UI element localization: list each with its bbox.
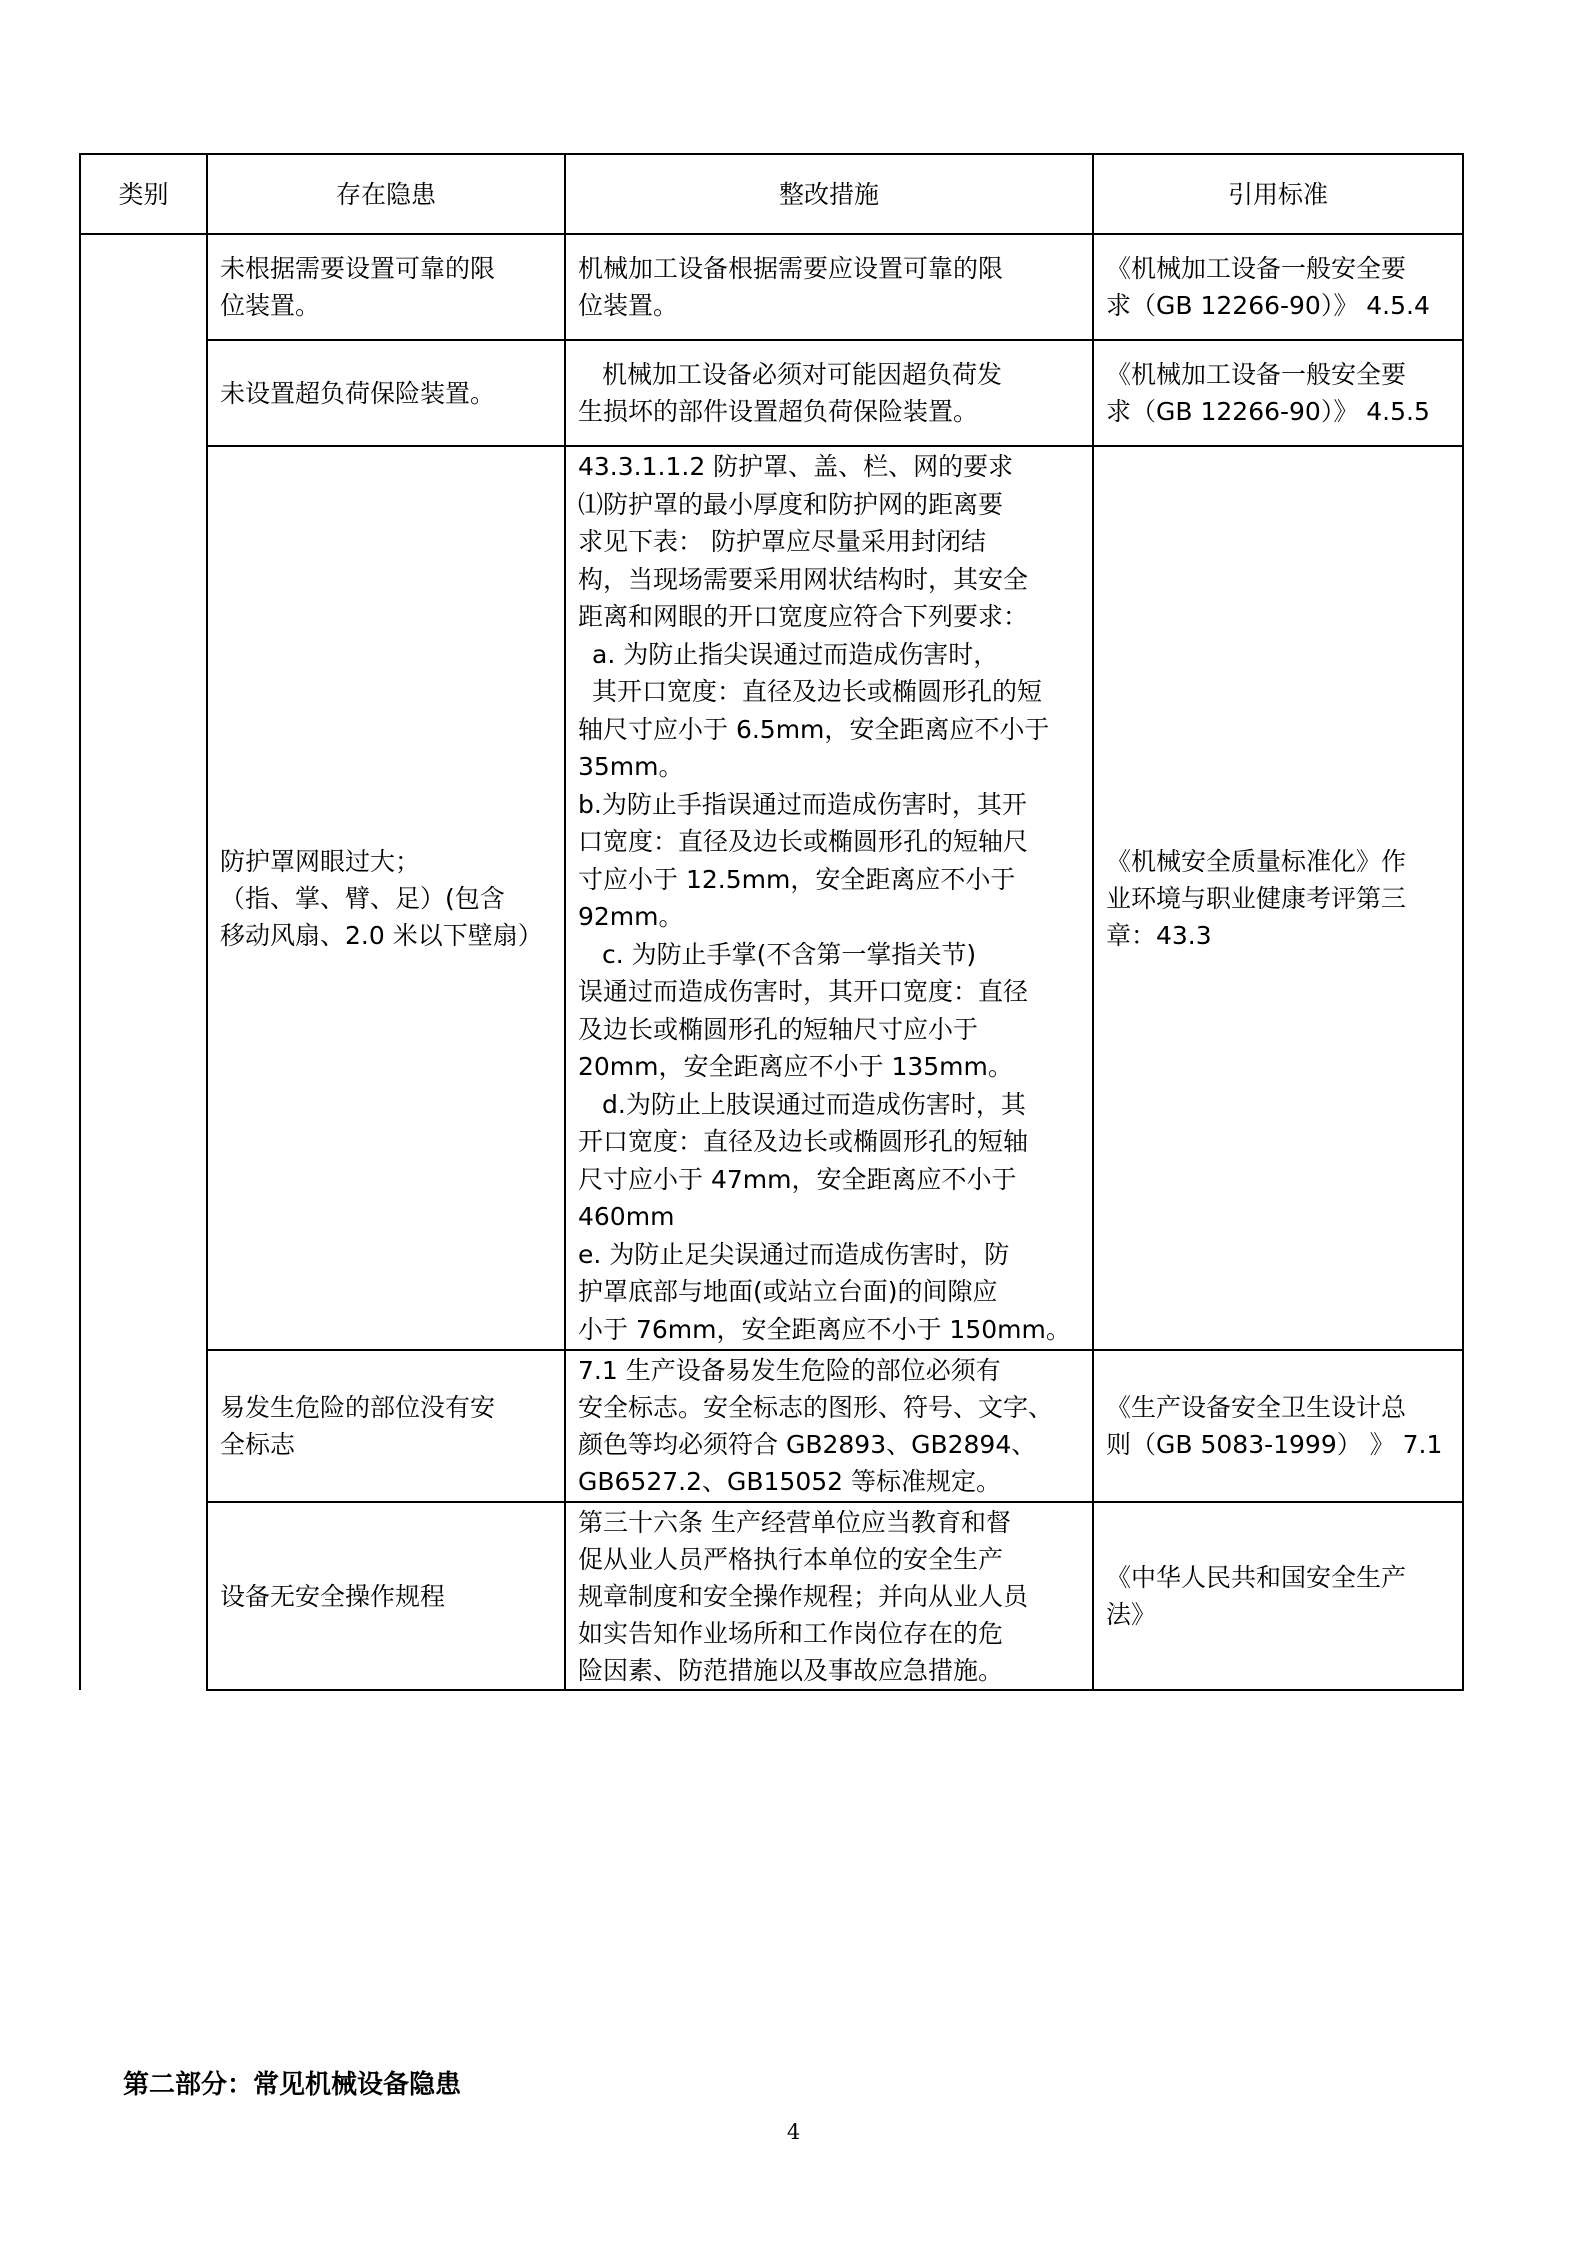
standard-cell [1093, 446, 1463, 1350]
table-header-row [80, 154, 1463, 234]
header-standard: 引用标准 [1093, 154, 1463, 234]
measure-line: 其开口宽度：直径及边长或椭圆形孔的短 [592, 677, 1043, 706]
measure-line: 求见下表： 防护罩应尽量采用封闭结 [578, 527, 986, 556]
table-row [80, 1350, 1463, 1502]
section-heading: 第二部分：常见机械设备隐患 [123, 2070, 462, 2100]
measure-line: 轴尺寸应小于 6.5mm，安全距离应不小于 [578, 714, 1050, 744]
hazard-cell [207, 1350, 565, 1502]
measure-line: e. 为防止足尖误通过而造成伤害时，防 [578, 1239, 1010, 1269]
hazard-line: （指、掌、臂、足）(包含 [220, 883, 505, 913]
measure-line: 口宽度：直径及边长或椭圆形孔的短轴尺 [578, 827, 1029, 856]
standard-line: 《生产设备安全卫生设计总 [1106, 1393, 1407, 1422]
hazard-line: 易发生危险的部位没有安 [220, 1393, 496, 1422]
standard-line: 章：43.3 [1106, 920, 1212, 950]
measure-line: 规章制度和安全操作规程；并向从业人员 [578, 1581, 1029, 1611]
measure-line: a. 为防止指尖误通过而造成伤害时， [592, 639, 999, 669]
hazard-line: 设备无安全操作规程 [220, 1581, 446, 1611]
hazard-line: 防护罩网眼过大； [220, 846, 421, 876]
hazard-line: 移动风扇、2.0 米以下壁扇） [220, 920, 543, 950]
measure-line: 如实告知作业场所和工作岗位存在的危 [578, 1618, 1004, 1648]
standard-line: 《中华人民共和国安全生产 [1106, 1563, 1407, 1592]
measure-line: b.为防止手指误通过而造成伤害时，其开 [578, 789, 1027, 819]
measure-line: 距离和网眼的开口宽度应符合下列要求： [578, 602, 1029, 631]
header-hazard: 存在隐患 [207, 154, 565, 234]
table-row [80, 1502, 1463, 1690]
hazard-line: 全标志 [220, 1430, 296, 1459]
table-row [80, 234, 1463, 340]
header-measure: 整改措施 [565, 154, 1093, 234]
measure-line: 开口宽度：直径及边长或椭圆形孔的短轴 [578, 1127, 1029, 1156]
measure-line: c. 为防止手掌(不含第一掌指关节) [602, 939, 977, 969]
table-row [80, 446, 1463, 1350]
measure-cell [565, 1350, 1093, 1502]
hazard-cell [207, 1502, 565, 1690]
measure-line: 安全标志。安全标志的图形、符号、文字、 [578, 1393, 1054, 1422]
standard-cell [1093, 1502, 1463, 1690]
measure-cell [565, 1502, 1093, 1690]
standard-line: 《机械加工设备一般安全要 [1106, 254, 1407, 283]
measure-line: 20mm，安全距离应不小于 135mm。 [578, 1052, 1013, 1081]
hazard-cell [207, 446, 565, 1350]
header-category: 类别 [80, 154, 207, 234]
measure-line: 第三十六条 生产经营单位应当教育和督 [578, 1507, 1011, 1537]
measure-line: 92mm。 [578, 902, 684, 931]
measure-line: 位装置。 [578, 291, 679, 320]
measure-line: 小于 76mm，安全距离应不小于 150mm。 [578, 1314, 1071, 1344]
measure-line: d.为防止上肢误通过而造成伤害时，其 [602, 1089, 1026, 1119]
hazard-line: 未设置超负荷保险装置。 [220, 378, 496, 408]
standard-line: 《机械安全质量标准化》作 [1106, 846, 1407, 876]
table-row [80, 340, 1463, 446]
standard-cell [1093, 1350, 1463, 1502]
category-cell [80, 234, 207, 1690]
measure-line: 构，当现场需要采用网状结构时，其安全 [578, 564, 1029, 594]
measure-line: 险因素、防范措施以及事故应急措施。 [578, 1655, 1004, 1685]
measure-line: 误通过而造成伤害时，其开口宽度：直径 [578, 977, 1029, 1006]
hazard-line: 未根据需要设置可靠的限 [220, 254, 496, 283]
measure-line: 促从业人员严格执行本单位的安全生产 [578, 1544, 1004, 1574]
standard-line: 业环境与职业健康考评第三 [1106, 883, 1407, 913]
measure-line: 生损坏的部件设置超负荷保险装置。 [578, 397, 979, 426]
measure-line: 颜色等均必须符合 GB2893、GB2894、 [578, 1430, 1037, 1459]
measure-line: 护罩底部与地面(或站立台面)的间隙应 [578, 1277, 998, 1306]
measure-line: 机械加工设备必须对可能因超负荷发 [602, 360, 1003, 389]
hazard-line: 位装置。 [220, 291, 321, 320]
measure-line: 35mm。 [578, 752, 684, 781]
hazard-cell [207, 340, 565, 446]
standard-cell [1093, 234, 1463, 340]
standard-line: 求（GB 12266-90）》 4.5.5 [1106, 397, 1430, 426]
measure-cell [565, 340, 1093, 446]
standard-line: 则（GB 5083-1999） 》 7.1 [1106, 1430, 1443, 1459]
measure-line: 及边长或椭圆形孔的短轴尺寸应小于 [578, 1014, 979, 1044]
measure-line: 尺寸应小于 47mm，安全距离应不小于 [578, 1164, 1017, 1194]
measure-cell [565, 234, 1093, 340]
standard-line: 求（GB 12266-90）》 4.5.4 [1106, 291, 1430, 320]
measure-line: ⑴防护罩的最小厚度和防护网的距离要 [578, 489, 1004, 519]
measure-line: 460mm [578, 1202, 675, 1231]
measure-line: 机械加工设备根据需要应设置可靠的限 [578, 254, 1004, 283]
measure-line: 43.3.1.1.2 防护罩、盖、栏、网的要求 [578, 452, 1014, 481]
measure-cell [565, 446, 1093, 1350]
hazard-cell [207, 234, 565, 340]
standard-line: 法》 [1106, 1600, 1157, 1629]
measure-line: 7.1 生产设备易发生危险的部位必须有 [578, 1356, 1001, 1385]
measure-line: GB6527.2、GB15052 等标准规定。 [578, 1467, 1001, 1496]
standard-cell [1093, 340, 1463, 446]
measure-line: 寸应小于 12.5mm，安全距离应不小于 [578, 864, 1016, 894]
page-number: 4 [786, 2120, 801, 2144]
hazard-table [79, 153, 1464, 1691]
standard-line: 《机械加工设备一般安全要 [1106, 360, 1407, 389]
